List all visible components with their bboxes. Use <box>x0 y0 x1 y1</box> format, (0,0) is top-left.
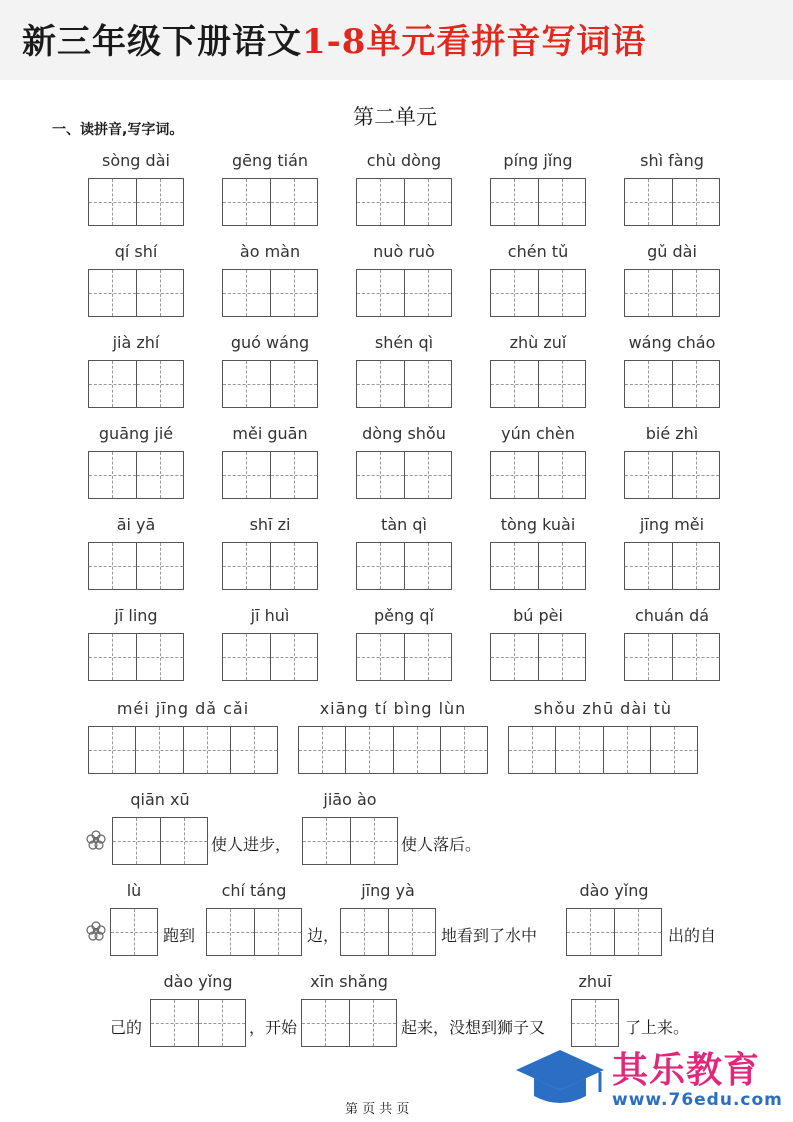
pinyin-label: zhù zuǐ <box>509 333 567 352</box>
answer-box[interactable] <box>356 269 452 317</box>
pinyin-xinshang: xīn shǎng <box>310 972 388 991</box>
answer-box-xinshang[interactable] <box>301 999 397 1047</box>
sentence1-text1: 使人进步， <box>211 835 292 854</box>
pinyin-jiaoao: jiāo ào <box>323 790 377 809</box>
pinyin-label: gǔ dài <box>647 242 697 261</box>
pinyin-label: chù dòng <box>366 151 442 170</box>
answer-box[interactable] <box>88 633 184 681</box>
answer-box[interactable] <box>222 451 318 499</box>
sentence2-bian: 边， <box>307 926 340 945</box>
answer-box[interactable] <box>490 633 586 681</box>
pinyin-jingya: jīng yà <box>361 881 415 900</box>
answer-box-qianxu[interactable] <box>112 817 208 865</box>
answer-box-idiom[interactable] <box>88 726 278 774</box>
answer-box-jiaoao[interactable] <box>302 817 398 865</box>
pinyin-label: āi yā <box>116 515 156 534</box>
answer-box[interactable] <box>624 360 720 408</box>
pinyin-label: dòng shǒu <box>362 424 446 443</box>
pinyin-label: chuán dá <box>634 606 710 625</box>
answer-box[interactable] <box>356 451 452 499</box>
title-highlight: 1-8单元看拼音写词语 <box>302 22 647 62</box>
sentence2-paodao: 跑到 <box>163 926 196 945</box>
pinyin-label: nuò ruò <box>373 242 435 261</box>
answer-box[interactable] <box>356 633 452 681</box>
pinyin-label: ào màn <box>239 242 301 261</box>
answer-box[interactable] <box>222 542 318 590</box>
answer-box[interactable] <box>624 542 720 590</box>
flower-icon <box>86 830 106 850</box>
answer-box-daoying[interactable] <box>566 908 662 956</box>
pinyin-label: jīng měi <box>639 515 705 534</box>
section-title: 一、读拼音,写字词。 <box>52 122 184 138</box>
answer-box[interactable] <box>624 633 720 681</box>
answer-box-idiom[interactable] <box>508 726 698 774</box>
sentence2-chu: 出的自 <box>668 926 717 945</box>
answer-box-idiom[interactable] <box>298 726 488 774</box>
pinyin-label: gēng tián <box>231 151 309 170</box>
pinyin-label: bié zhì <box>645 424 699 443</box>
answer-box[interactable] <box>88 360 184 408</box>
answer-box-jingya[interactable] <box>340 908 436 956</box>
flower-icon <box>86 921 106 941</box>
pinyin-label: měi guān <box>232 424 308 443</box>
answer-box[interactable] <box>490 178 586 226</box>
answer-box[interactable] <box>88 178 184 226</box>
pinyin-label: méi jīng dǎ cǎi <box>116 699 250 718</box>
pinyin-daoying2: dào yǐng <box>163 972 233 991</box>
pinyin-lu: lù <box>126 881 142 900</box>
title-main: 新三年级下册语文 <box>22 22 302 62</box>
pinyin-label: guó wáng <box>230 333 310 352</box>
answer-box[interactable] <box>356 360 452 408</box>
pinyin-zhui: zhuī <box>578 972 612 991</box>
answer-box[interactable] <box>490 542 586 590</box>
sentence1-text2: 使人落后。 <box>401 835 482 854</box>
answer-box[interactable] <box>88 542 184 590</box>
unit-title: 第二单元 <box>353 105 437 129</box>
pinyin-label: chén tǔ <box>507 242 569 261</box>
pinyin-label: qí shí <box>114 242 158 261</box>
answer-box[interactable] <box>88 269 184 317</box>
answer-box[interactable] <box>222 269 318 317</box>
answer-box-lu[interactable] <box>110 908 158 956</box>
pinyin-daoying: dào yǐng <box>579 881 649 900</box>
pinyin-label: bú pèi <box>513 606 563 625</box>
logo-name: 其乐教育 <box>612 1050 761 1091</box>
answer-box[interactable] <box>624 269 720 317</box>
answer-box[interactable] <box>88 451 184 499</box>
answer-box[interactable] <box>624 178 720 226</box>
pinyin-label: tàn qì <box>381 515 427 534</box>
answer-box[interactable] <box>222 178 318 226</box>
pinyin-label: shī zi <box>249 515 291 534</box>
pinyin-label: guāng jié <box>98 424 174 443</box>
page-footer: 第 页 共 页 <box>345 1102 410 1117</box>
answer-box[interactable] <box>356 542 452 590</box>
pinyin-label: wáng cháo <box>628 333 716 352</box>
answer-box[interactable] <box>490 360 586 408</box>
pinyin-chitang: chí táng <box>221 881 287 900</box>
pinyin-label: yún chèn <box>501 424 575 443</box>
pinyin-qianxu: qiān xū <box>130 790 190 809</box>
sentence2-kan: 地看到了水中 <box>441 926 538 945</box>
logo-url: www.76edu.com <box>612 1090 783 1110</box>
answer-box[interactable] <box>624 451 720 499</box>
answer-box[interactable] <box>356 178 452 226</box>
sentence3-kaishi: ，开始 <box>249 1018 298 1037</box>
sentence3-shanglai: 了上来。 <box>625 1018 690 1037</box>
pinyin-label: shì fàng <box>640 151 704 170</box>
pinyin-label: jī ling <box>114 606 158 625</box>
answer-box[interactable] <box>222 360 318 408</box>
pinyin-label: tòng kuài <box>500 515 576 534</box>
pinyin-label: xiāng tí bìng lùn <box>319 699 467 718</box>
pinyin-label: shén qì <box>374 333 434 352</box>
pinyin-label: píng jǐng <box>503 151 573 170</box>
sentence3-jide: 己的 <box>110 1018 143 1037</box>
answer-box[interactable] <box>490 269 586 317</box>
pinyin-label: jī huì <box>250 606 290 625</box>
sentence3-qilai: 起来，没想到狮子又 <box>401 1018 546 1037</box>
pinyin-label: shǒu zhū dài tù <box>533 699 673 718</box>
page-title <box>22 14 646 63</box>
pinyin-label: pěng qǐ <box>374 606 434 625</box>
pinyin-label: jià zhí <box>112 333 160 352</box>
answer-box[interactable] <box>222 633 318 681</box>
answer-box-chitang[interactable] <box>206 908 302 956</box>
answer-box-daoying2[interactable] <box>150 999 246 1047</box>
answer-box[interactable] <box>490 451 586 499</box>
pinyin-label: sòng dài <box>102 151 170 170</box>
